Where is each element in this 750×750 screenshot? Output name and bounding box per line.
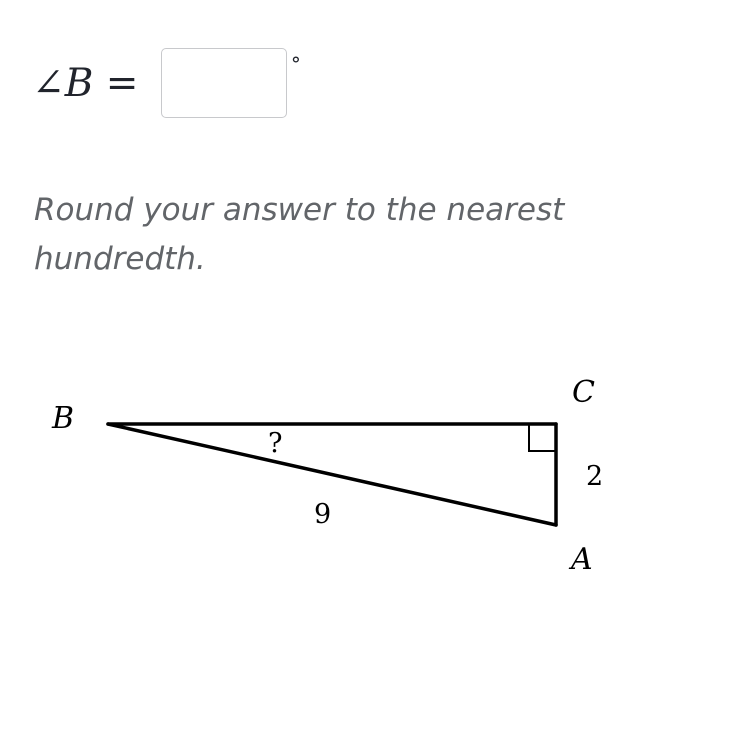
angle-variable: B bbox=[64, 60, 94, 106]
vertex-c-label: C bbox=[572, 375, 595, 410]
hypotenuse-ab bbox=[108, 424, 556, 525]
angle-b-unknown-label: ? bbox=[268, 428, 283, 459]
side-ca-length-label: 2 bbox=[586, 461, 604, 492]
equals-sign: = bbox=[93, 60, 151, 106]
vertex-a-label: A bbox=[571, 542, 593, 577]
right-angle-marker bbox=[529, 424, 556, 451]
hypotenuse-length-label: 9 bbox=[314, 499, 332, 530]
degree-unit: ° bbox=[290, 52, 301, 76]
vertex-b-label: B bbox=[52, 401, 75, 436]
angle-symbol: ∠ bbox=[32, 60, 65, 106]
instruction-text: Round your answer to the nearest hundredth. bbox=[34, 192, 565, 277]
